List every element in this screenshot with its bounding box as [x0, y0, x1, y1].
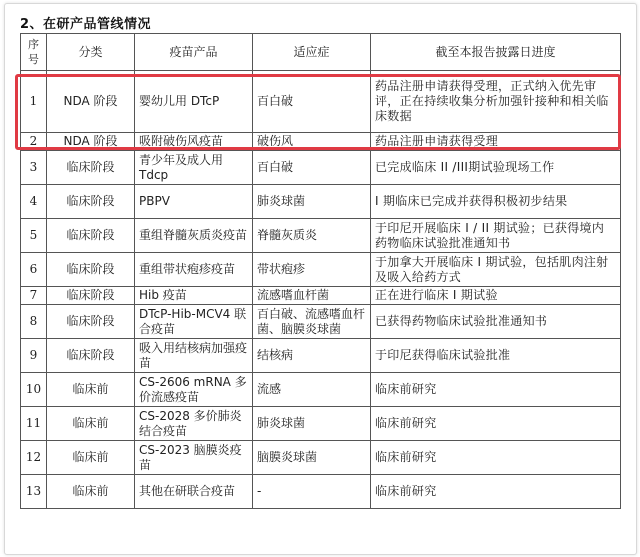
table-row	[21, 133, 621, 151]
row-number: 10	[21, 373, 47, 407]
table-row	[21, 71, 621, 133]
table-row	[21, 373, 621, 407]
row-progress: I 期临床已完成并获得积极初步结果	[371, 185, 621, 219]
row-progress: 临床前研究	[371, 407, 621, 441]
row-indication: -	[253, 475, 371, 509]
row-progress: 正在进行临床 I 期试验	[371, 287, 621, 305]
row-progress: 药品注册申请获得受理，正式纳入优先审评，正在持续收集分析加强针接种和相关临床数据	[371, 71, 621, 133]
table-row	[21, 407, 621, 441]
row-category: 临床前	[47, 373, 135, 407]
row-progress: 临床前研究	[371, 475, 621, 509]
header-no: 序号	[21, 34, 47, 71]
table-header-row	[21, 34, 621, 71]
row-progress: 于加拿大开展临床 I 期试验，包括肌肉注射及吸入给药方式	[371, 253, 621, 287]
row-indication: 流感嗜血杆菌	[253, 287, 371, 305]
row-number: 3	[21, 151, 47, 185]
header-category: 分类	[47, 34, 135, 71]
row-number: 4	[21, 185, 47, 219]
row-product: 吸入用结核病加强疫苗	[135, 339, 253, 373]
table-row	[21, 305, 621, 339]
table-row	[21, 253, 621, 287]
row-category: 临床阶段	[47, 185, 135, 219]
row-progress: 于印尼开展临床 I / II 期试验；已获得境内药物临床试验批准通知书	[371, 219, 621, 253]
header-progress: 截至本报告披露日进度	[371, 34, 621, 71]
table-row	[21, 475, 621, 509]
row-product: 其他在研联合疫苗	[135, 475, 253, 509]
row-indication: 肺炎球菌	[253, 407, 371, 441]
table-row	[21, 441, 621, 475]
table-row	[21, 339, 621, 373]
row-category: 临床阶段	[47, 287, 135, 305]
row-progress: 临床前研究	[371, 441, 621, 475]
row-indication: 百白破、流感嗜血杆菌、脑膜炎球菌	[253, 305, 371, 339]
row-category: NDA 阶段	[47, 133, 135, 151]
row-progress: 于印尼获得临床试验批准	[371, 339, 621, 373]
row-category: 临床阶段	[47, 151, 135, 185]
row-indication: 结核病	[253, 339, 371, 373]
row-number: 1	[21, 71, 47, 133]
row-category: 临床前	[47, 441, 135, 475]
header-indication: 适应症	[253, 34, 371, 71]
row-indication: 脑膜炎球菌	[253, 441, 371, 475]
row-indication: 带状疱疹	[253, 253, 371, 287]
row-indication: 百白破	[253, 151, 371, 185]
table-row	[21, 185, 621, 219]
row-number: 8	[21, 305, 47, 339]
row-product: CS-2023 脑膜炎疫苗	[135, 441, 253, 475]
row-indication: 破伤风	[253, 133, 371, 151]
row-product: 重组脊髓灰质炎疫苗	[135, 219, 253, 253]
row-number: 11	[21, 407, 47, 441]
table-row	[21, 287, 621, 305]
table-row	[21, 151, 621, 185]
row-number: 2	[21, 133, 47, 151]
row-number: 9	[21, 339, 47, 373]
table-row	[21, 219, 621, 253]
row-category: 临床前	[47, 407, 135, 441]
row-product: 青少年及成人用 Tdcp	[135, 151, 253, 185]
row-category: 临床阶段	[47, 305, 135, 339]
row-product: 重组带状疱疹疫苗	[135, 253, 253, 287]
row-product: 婴幼儿用 DTcP	[135, 71, 253, 133]
row-product: 吸附破伤风疫苗	[135, 133, 253, 151]
row-indication: 肺炎球菌	[253, 185, 371, 219]
row-indication: 流感	[253, 373, 371, 407]
row-number: 5	[21, 219, 47, 253]
row-category: 临床前	[47, 475, 135, 509]
row-category: 临床阶段	[47, 219, 135, 253]
pipeline-table	[20, 33, 621, 509]
row-progress: 已获得药物临床试验批准通知书	[371, 305, 621, 339]
row-product: CS-2606 mRNA 多价流感疫苗	[135, 373, 253, 407]
row-category: NDA 阶段	[47, 71, 135, 133]
row-number: 13	[21, 475, 47, 509]
row-category: 临床阶段	[47, 339, 135, 373]
row-progress: 临床前研究	[371, 373, 621, 407]
row-progress: 已完成临床 II /III期试验现场工作	[371, 151, 621, 185]
row-category: 临床阶段	[47, 253, 135, 287]
row-product: Hib 疫苗	[135, 287, 253, 305]
row-product: CS-2028 多价肺炎结合疫苗	[135, 407, 253, 441]
row-number: 6	[21, 253, 47, 287]
row-number: 12	[21, 441, 47, 475]
section-heading: 2、在研产品管线情况	[20, 17, 152, 32]
row-progress: 药品注册申请获得受理	[371, 133, 621, 151]
row-indication: 百白破	[253, 71, 371, 133]
row-number: 7	[21, 287, 47, 305]
row-product: PBPV	[135, 185, 253, 219]
row-indication: 脊髓灰质炎	[253, 219, 371, 253]
row-product: DTcP-Hib-MCV4 联合疫苗	[135, 305, 253, 339]
header-product: 疫苗产品	[135, 34, 253, 71]
